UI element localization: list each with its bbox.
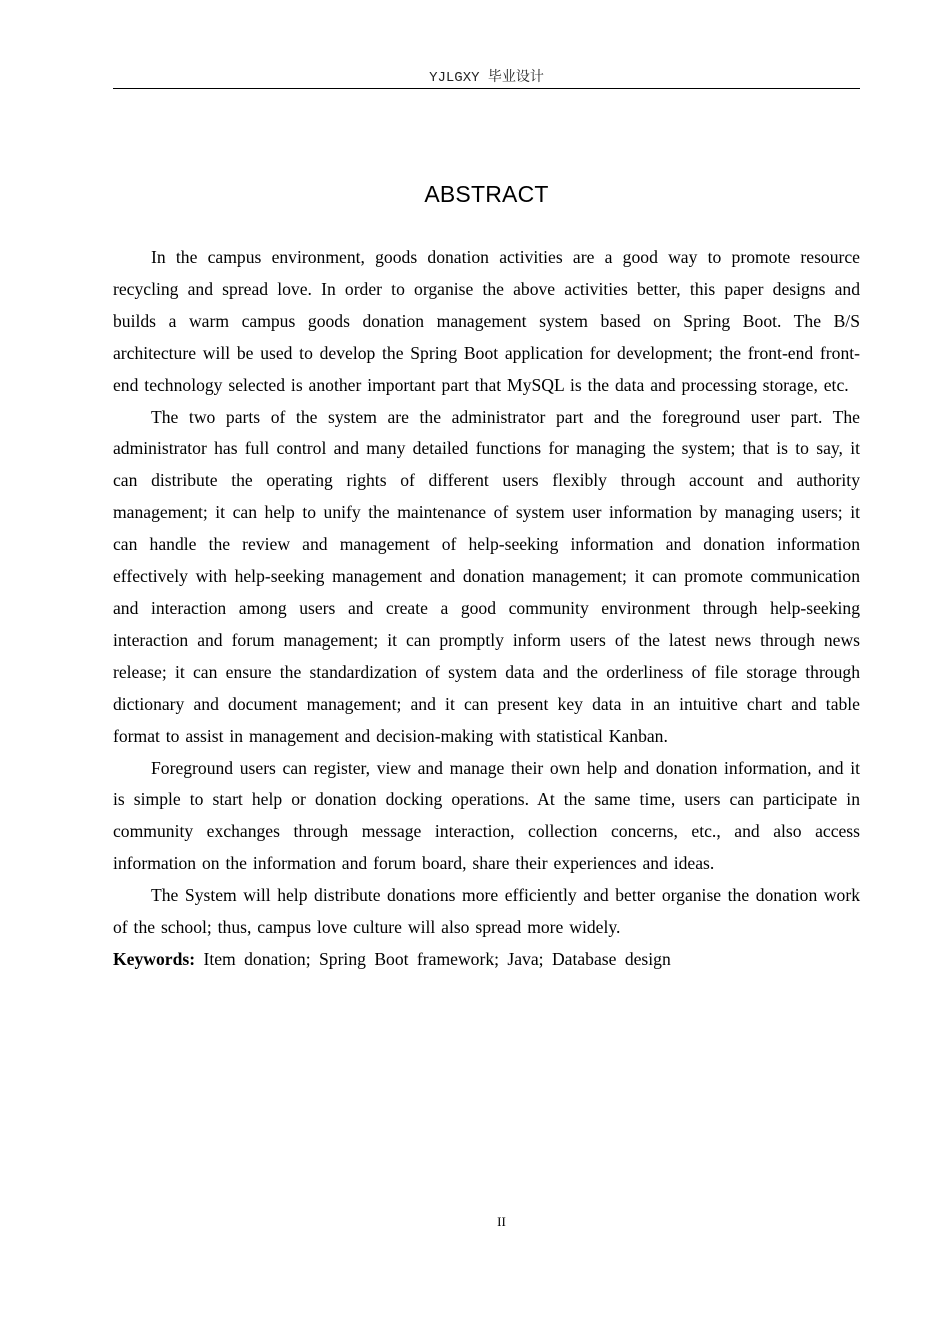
keywords-label: Keywords: [113, 948, 196, 969]
page-number: II [497, 1214, 506, 1229]
keywords-text: Item donation; Spring Boot framework; Java; Database design [203, 948, 671, 969]
abstract-paragraph-3: Foreground users can register, view and manage their own help and donation information, and it is simple to start help or donation docking operations. At the same time, users can participate in community exchanges through message interaction, collection concerns, etc., and also access information on the information and forum board, share their experiences and ideas. [113, 757, 860, 874]
header-divider [113, 88, 860, 89]
abstract-paragraph-2: The two parts of the system are the administrator part and the foreground user part. The administrator has full control and many detailed functions for managing the system; that is to say, it can distribute the operating rights of different users flexibly through account and authority management; it can help to unify the maintenance of system user information by managing users; it can handle the review and management of help-seeking information and donation information effectively with help-seeking management and donation management; it can promote communication and interaction among users and create a good community environment through help-seeking interaction and forum management; it can promptly inform users of the latest news through news release; it can ensure the standardization of system data and the orderliness of file storage through dictionary and document management; and it can present key data in an intuitive chart and table format to assist in management and decision-making with statistical Kanban. [113, 406, 860, 746]
page-title: ABSTRACT [424, 181, 549, 207]
abstract-body [113, 242, 860, 976]
abstract-paragraph-4: The System will help distribute donations more efficiently and better organise the donation work of the school; thus, campus love culture will also spread more widely. [113, 885, 860, 938]
keywords-line [113, 944, 860, 976]
abstract-paragraph-1: In the campus environment, goods donation activities are a good way to promote resource recycling and spread love. In order to organise the above activities better, this paper designs and builds a warm campus goods donation management system based on Spring Boot. The B/S architecture will be used to develop the Spring Boot application for development; the front-end front-end technology selected is another important part that MySQL is the data and processing storage, etc. [113, 247, 860, 395]
running-header: YJLGXY 毕业设计 [429, 70, 544, 86]
